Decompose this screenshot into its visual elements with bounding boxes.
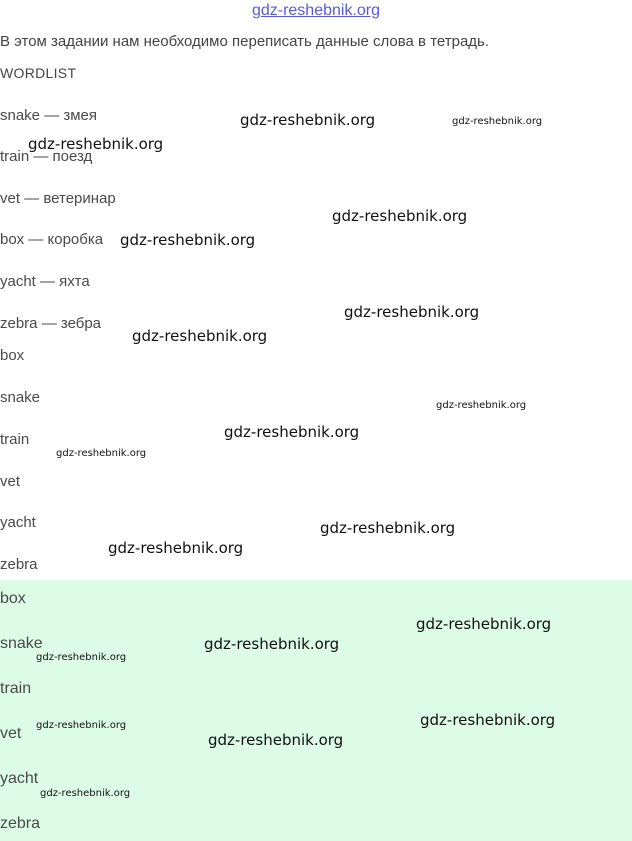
wordlist-entry: vet — ветеринар [0,190,116,207]
answer-word: zebra [0,815,41,832]
word-item: yacht [0,514,36,531]
watermark: gdz-reshebnik.org [332,207,468,225]
watermark: gdz-reshebnik.org [240,111,376,129]
watermark: gdz-reshebnik.org [344,303,480,321]
watermark: gdz-reshebnik.org [108,539,244,557]
answer-word: yacht [0,770,39,787]
watermark: gdz-reshebnik.org [208,731,344,749]
watermark: gdz-reshebnik.org [120,231,256,249]
watermark: gdz-reshebnik.org [420,711,556,729]
site-link[interactable]: gdz-reshebnik.org [251,2,381,19]
word-item: box [0,347,25,364]
wordlist-entry: box — коробка [0,231,104,248]
wordlist-entry: train — поезд [0,148,93,165]
wordlist-entry: zebra — зебра [0,315,102,332]
task-instruction: В этом задании нам необходимо переписать данные слова в тетрадь. [0,33,490,50]
watermark: gdz-reshebnik.org [132,327,268,345]
watermark: gdz-reshebnik.org [56,448,147,459]
watermark: gdz-reshebnik.org [40,788,131,799]
watermark: gdz-reshebnik.org [224,423,360,441]
word-item: vet [0,473,21,490]
watermark: gdz-reshebnik.org [28,135,164,153]
answer-word: box [0,590,26,607]
watermark: gdz-reshebnik.org [436,400,527,411]
watermark: gdz-reshebnik.org [452,116,543,127]
word-item: zebra [0,556,38,573]
word-item: train [0,431,30,448]
wordlist-entry: yacht — яхта [0,273,90,290]
wordlist-heading: WORDLIST [0,65,77,81]
answer-word: train [0,680,32,697]
watermark: gdz-reshebnik.org [320,519,456,537]
answer-word: snake [0,635,43,652]
watermark: gdz-reshebnik.org [36,720,127,731]
watermark: gdz-reshebnik.org [36,652,127,663]
watermark: gdz-reshebnik.org [416,615,552,633]
watermark: gdz-reshebnik.org [204,635,340,653]
word-item: snake [0,389,41,406]
answer-word: vet [0,725,22,742]
wordlist-entry: snake — змея [0,107,98,124]
answer-panel [0,580,632,841]
